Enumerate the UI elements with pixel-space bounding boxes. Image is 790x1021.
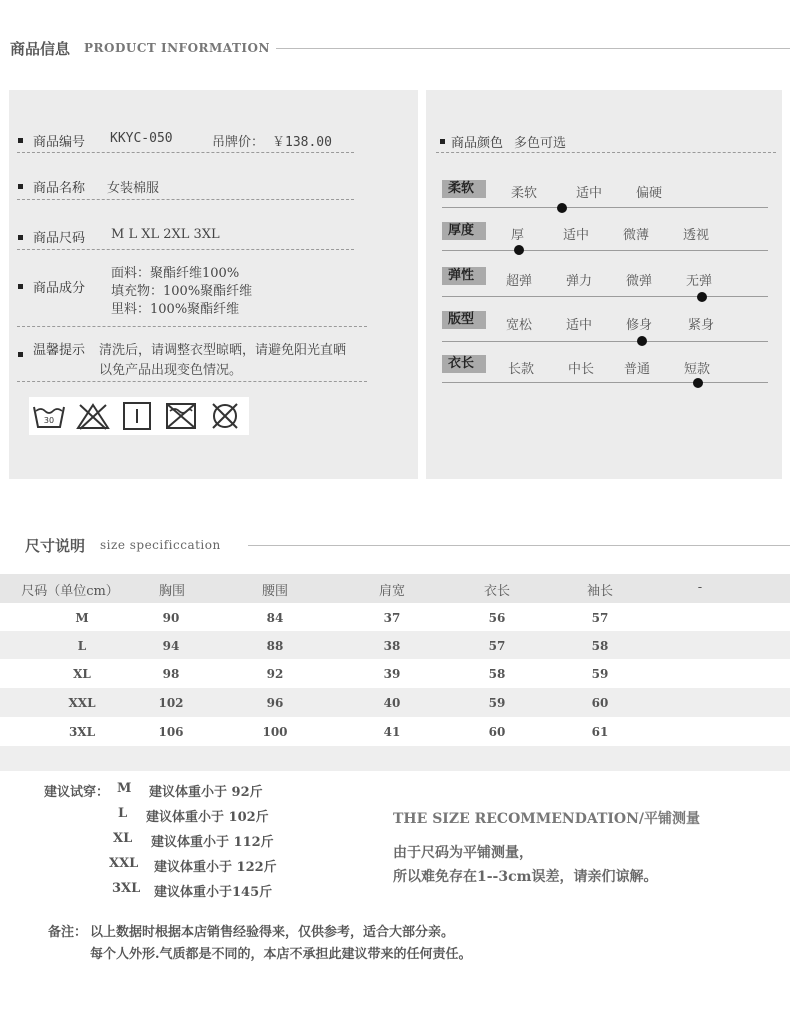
- size-label: 商品尺码: [33, 231, 86, 246]
- color-label: 商品颜色: [451, 136, 504, 151]
- attr-option: 无弹: [686, 274, 713, 289]
- price-value: ￥138.00: [272, 135, 332, 150]
- composition-line: 面料：聚酯纤维100%: [111, 266, 240, 281]
- attr-tag-softness: 柔软: [442, 180, 486, 198]
- size-value: M L XL 2XL 3XL: [111, 227, 220, 242]
- recommend-side-line: 所以难免存在1--3cm误差，请亲们谅解。: [393, 869, 658, 885]
- attr-tag-elasticity: 弹性: [442, 267, 486, 285]
- attr-option: 厚: [511, 228, 525, 243]
- divider: [17, 249, 354, 250]
- recommend-text: 建议体重小于 112斤: [151, 835, 274, 850]
- attr-option: 微弹: [626, 274, 653, 289]
- section-subtitle-product-info: PRODUCT INFORMATION: [84, 41, 270, 55]
- note-line: 以上数据时根据本店销售经验得来，仅供参考，适合大部分亲。: [90, 925, 455, 940]
- divider: [17, 199, 354, 200]
- attr-option: 紧身: [688, 318, 715, 333]
- section-subtitle-size: size specificcation: [100, 538, 221, 552]
- attr-option: 偏硬: [636, 186, 663, 201]
- name-value: 女装棉服: [107, 181, 160, 196]
- table-cell: 106: [158, 725, 184, 739]
- table-cell: 58: [488, 667, 506, 681]
- composition-line: 里料：100%聚酯纤维: [111, 302, 240, 317]
- table-cell: 96: [266, 696, 284, 710]
- table-cell: 100: [262, 725, 288, 739]
- note-label: 备注：: [48, 925, 88, 940]
- recommend-size: 3XL: [112, 881, 141, 896]
- recommend-size: M: [117, 781, 132, 796]
- table-cell: 94: [162, 639, 180, 653]
- table-cell: M: [75, 611, 89, 625]
- note-line: 每个人外形.气质都是不同的，本店不承担此建议带来的任何责任。: [90, 947, 472, 962]
- divider: [436, 152, 776, 153]
- table-cell: 60: [591, 696, 609, 710]
- size-table-header: [0, 574, 790, 603]
- bullet-icon: [440, 139, 445, 144]
- attr-option: 适中: [566, 318, 593, 333]
- table-cell: 57: [591, 611, 609, 625]
- tip-line: 以免产品出现变色情况。: [99, 363, 243, 378]
- recommend-side-title: THE SIZE RECOMMENDATION/平铺测量: [393, 811, 701, 827]
- product-info-panel: [9, 90, 418, 479]
- attr-option: 修身: [626, 318, 653, 333]
- recommend-size: XXL: [109, 856, 139, 871]
- size-table-header-cell: -: [697, 580, 703, 595]
- wash-temp-label: 30: [43, 416, 55, 425]
- bullet-icon: [18, 284, 23, 289]
- table-cell: 57: [488, 639, 506, 653]
- table-cell: XXL: [68, 696, 96, 710]
- size-table-header-cell: 腰围: [261, 584, 288, 599]
- attr-selected-marker: [693, 378, 703, 388]
- table-cell: 37: [383, 611, 401, 625]
- table-cell: 41: [383, 725, 401, 739]
- attr-scale-line: [442, 341, 768, 342]
- attr-tag-fit: 版型: [442, 311, 486, 329]
- no-dry-clean-icon: [208, 401, 242, 431]
- divider: [17, 152, 354, 153]
- size-table-header-cell: 肩宽: [378, 584, 405, 599]
- header-divider: [276, 48, 790, 49]
- tip-line: 清洗后，请调整衣型晾晒，请避免阳光直晒: [99, 343, 347, 358]
- attr-option: 超弹: [506, 274, 533, 289]
- attr-option: 普通: [624, 362, 651, 377]
- size-table-header-cell: 袖长: [586, 584, 613, 599]
- table-cell: XL: [73, 667, 91, 681]
- attr-option: 透视: [683, 228, 710, 243]
- composition-line: 填充物：100%聚酯纤维: [111, 284, 253, 299]
- table-row: [0, 603, 790, 632]
- tip-label: 温馨提示: [33, 343, 86, 358]
- attr-selected-marker: [557, 203, 567, 213]
- table-row: [0, 717, 790, 746]
- size-table-header-cell: 胸围: [158, 584, 185, 599]
- code-label: 商品编号: [33, 135, 86, 150]
- attr-option: 柔软: [511, 186, 538, 201]
- attr-option: 微薄: [623, 228, 650, 243]
- table-row: [0, 688, 790, 717]
- wash-30-icon: [32, 401, 66, 431]
- bullet-icon: [18, 184, 23, 189]
- attr-option: 长款: [508, 362, 535, 377]
- recommend-text: 建议体重小于 92斤: [149, 785, 263, 800]
- table-cell: 90: [162, 611, 180, 625]
- attr-option: 适中: [576, 186, 603, 201]
- attr-tag-length: 衣长: [442, 355, 486, 373]
- attr-selected-marker: [514, 245, 524, 255]
- attr-scale-line: [442, 207, 768, 208]
- attr-scale-line: [442, 296, 768, 297]
- table-cell: 38: [383, 639, 401, 653]
- table-cell: 58: [591, 639, 609, 653]
- attr-option: 宽松: [506, 318, 533, 333]
- recommend-text: 建议体重小于145斤: [154, 885, 273, 900]
- hang-dry-icon: [120, 401, 154, 431]
- table-footer-band: [0, 746, 790, 771]
- section-title-product-info: 商品信息: [10, 40, 71, 58]
- divider: [17, 381, 367, 382]
- size-table-header-cell: 衣长: [483, 584, 510, 599]
- color-value: 多色可选: [514, 136, 567, 151]
- size-table-header-cell: 尺码（单位cm）: [21, 584, 119, 599]
- table-cell: 102: [158, 696, 184, 710]
- table-cell: 84: [266, 611, 284, 625]
- recommend-text: 建议体重小于 122斤: [154, 860, 277, 875]
- attr-scale-line: [442, 250, 768, 251]
- table-cell: 59: [488, 696, 506, 710]
- attr-scale-line: [442, 382, 768, 383]
- table-cell: 39: [383, 667, 401, 681]
- table-row: [0, 659, 790, 688]
- table-cell: 3XL: [68, 725, 96, 739]
- attr-selected-marker: [697, 292, 707, 302]
- care-icons-strip: [29, 397, 249, 435]
- section-title-size: 尺寸说明: [25, 537, 86, 555]
- attr-selected-marker: [637, 336, 647, 346]
- table-cell: 59: [591, 667, 609, 681]
- recommend-size: XL: [113, 831, 133, 846]
- table-cell: 40: [383, 696, 401, 710]
- divider: [17, 326, 367, 327]
- table-cell: 60: [488, 725, 506, 739]
- table-cell: 61: [591, 725, 609, 739]
- composition-label: 商品成分: [33, 281, 86, 296]
- size-header-divider: [248, 545, 790, 546]
- table-cell: 88: [266, 639, 284, 653]
- recommend-label: 建议试穿：: [44, 785, 110, 800]
- code-value: KKYC-050: [110, 131, 173, 146]
- no-tumble-dry-icon: [164, 401, 198, 431]
- attr-option: 弹力: [566, 274, 593, 289]
- attr-tag-thickness: 厚度: [442, 222, 486, 240]
- attr-option: 短款: [684, 362, 711, 377]
- price-label: 吊牌价：: [212, 135, 265, 150]
- bullet-icon: [18, 235, 23, 240]
- table-cell: 92: [266, 667, 284, 681]
- recommend-text: 建议体重小于 102斤: [146, 810, 269, 825]
- table-cell: 56: [488, 611, 506, 625]
- bullet-icon: [18, 352, 23, 357]
- bullet-icon: [18, 138, 23, 143]
- table-cell: 98: [162, 667, 180, 681]
- attr-option: 适中: [563, 228, 590, 243]
- no-bleach-icon: [76, 401, 110, 431]
- attr-option: 中长: [568, 362, 595, 377]
- attributes-panel: [426, 90, 782, 479]
- recommend-size: L: [118, 806, 128, 821]
- recommend-side-line: 由于尺码为平铺测量，: [393, 845, 533, 861]
- table-row: [0, 631, 790, 660]
- table-cell: L: [77, 639, 87, 653]
- name-label: 商品名称: [33, 181, 86, 196]
